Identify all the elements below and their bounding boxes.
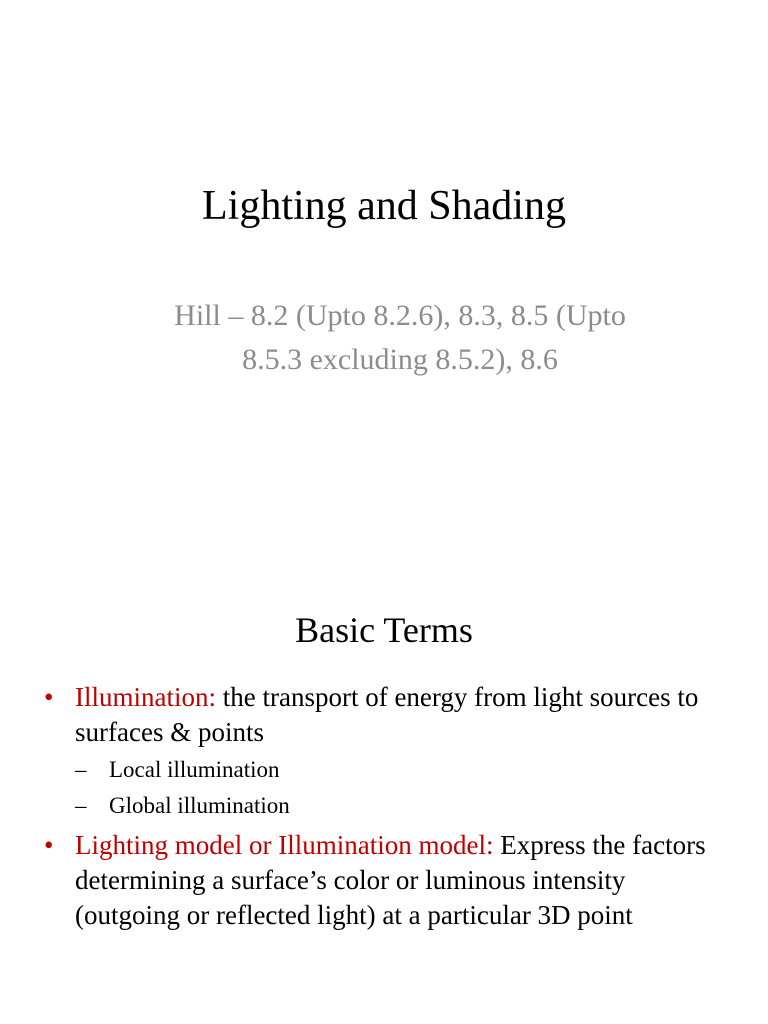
slide-subtitle [100,294,700,382]
sub-bullet-list [75,752,724,824]
slide-heading: Basic Terms [295,610,473,650]
bullet-lighting-model [44,828,724,933]
bullet-text: the transport of energy from light sources to surfaces & points [75,682,699,747]
bullet-text: Express the factors determining a surface’s color or luminous intensity (outgoing or reflected light) at a particular 3D point [75,830,706,930]
sub-bullet-text: Global illumination [109,793,290,818]
subtitle-line-2: 8.5.3 excluding 8.5.2), 8.6 [242,343,558,376]
sub-bullet-item [75,788,724,824]
sub-bullet-item [75,752,724,788]
bullet-dot-icon: • [44,830,54,860]
slide-basic-terms [0,512,768,1024]
bullet-dot-icon: • [44,682,54,712]
bullet-term: Illumination: [75,682,216,712]
bullet-illumination [44,680,724,824]
subtitle-line-1: Hill – 8.2 (Upto 8.2.6), 8.3, 8.5 (Upto [174,299,626,332]
dash-icon: – [75,793,87,818]
sub-bullet-text: Local illumination [109,757,280,782]
dash-icon: – [75,757,87,782]
bullet-list [44,680,724,933]
bullet-term: Lighting model or Illumination model: [75,830,494,860]
slide-title: Lighting and Shading [202,183,566,229]
